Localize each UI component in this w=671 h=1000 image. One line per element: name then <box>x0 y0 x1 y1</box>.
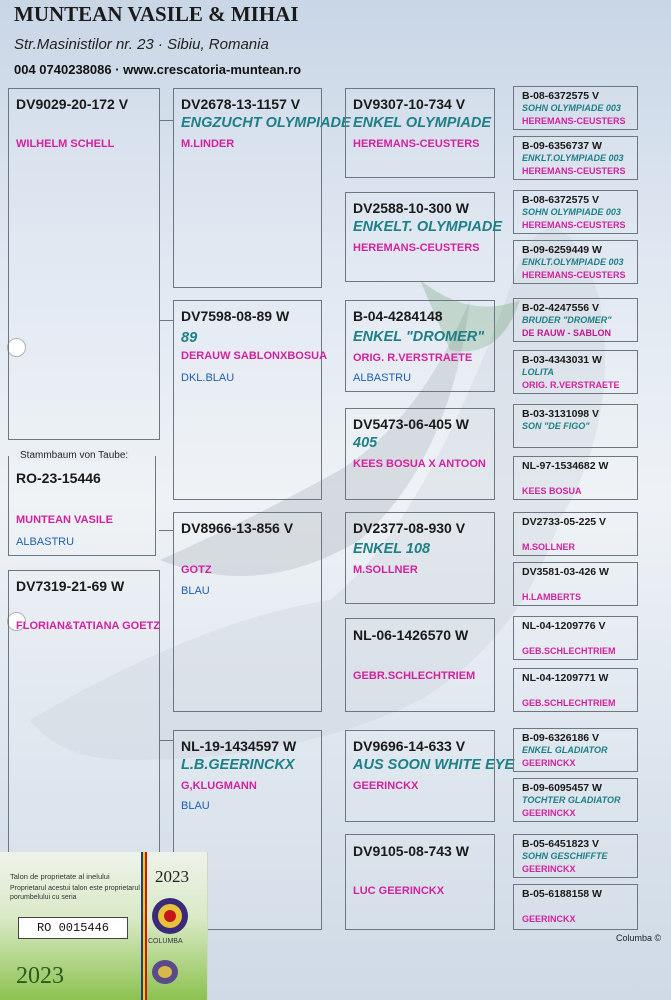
gen4-ring: B-09-6259449 W <box>522 244 602 256</box>
gen4-box[interactable] <box>513 404 638 448</box>
gen4-ring: NL-04-1209771 W <box>522 672 609 684</box>
gen3-box[interactable] <box>345 834 495 930</box>
gen4-owner: ORIG. R.VERSTRAETE <box>522 380 620 390</box>
gen3-box[interactable] <box>345 408 495 500</box>
columba-logo-icon <box>150 896 190 936</box>
gen4-name: ENKLT.OLYMPIADE 003 <box>522 153 624 163</box>
sire-ring: DV9029-20-172 V <box>16 96 129 112</box>
ring-ownership-card <box>0 852 208 1000</box>
gen4-ring: B-05-6188158 W <box>522 888 602 900</box>
gen2-name: L.B.GEERINCKX <box>181 757 295 773</box>
gen3-box[interactable] <box>345 512 495 604</box>
gen4-box[interactable] <box>513 136 638 180</box>
gen4-owner: DE RAUW - SABLON <box>522 328 611 338</box>
gen4-box[interactable] <box>513 190 638 234</box>
gen4-name: TOCHTER GLADIATOR <box>522 795 621 805</box>
gen3-name: AUS SOON WHITE EYE <box>353 757 515 773</box>
gen3-ring: DV9105-08-743 W <box>353 843 469 859</box>
sire-box[interactable] <box>8 88 160 440</box>
gen4-ring: B-08-6372575 V <box>522 90 600 102</box>
gen2-name: 89 <box>181 330 198 346</box>
connector-line <box>159 320 173 321</box>
gen2-owner: DERAUW SABLONXBOSUA <box>181 350 328 362</box>
gen3-ring: DV5473-06-405 W <box>353 416 469 432</box>
gen4-ring: B-02-4247556 V <box>522 302 600 314</box>
gen4-ring: NL-97-1534682 W <box>522 460 609 472</box>
gen4-owner: HEREMANS-CEUSTERS <box>522 116 626 126</box>
gen2-ring: DV2678-13-1157 V <box>181 96 301 112</box>
gen3-owner: ORIG. R.VERSTRAETE <box>353 352 473 364</box>
gen2-owner: GOTZ <box>181 564 212 576</box>
gen4-name: SOHN OLYMPIADE 003 <box>522 103 621 113</box>
gen2-ring: NL-19-1434597 W <box>181 738 297 754</box>
gen4-ring: NL-04-1209776 V <box>522 620 606 632</box>
gen3-box[interactable] <box>345 88 495 178</box>
gen3-name: ENKEL OLYMPIADE <box>353 115 492 131</box>
gen4-owner: GEERINCKX <box>522 808 576 818</box>
gen2-color: BLAU <box>181 800 210 812</box>
subject-owner: MUNTEAN VASILE <box>16 514 113 526</box>
ring-card-text <box>10 872 140 902</box>
breeder-title: MUNTEAN VASILE & MIHAI <box>14 2 299 26</box>
connector-line <box>159 530 173 531</box>
gen2-ring: DV7598-08-89 W <box>181 308 290 324</box>
gen3-ring: DV9696-14-633 V <box>353 738 466 754</box>
gen3-ring: DV9307-10-734 V <box>353 96 466 112</box>
gen3-name: ENKELT. OLYMPIADE <box>353 219 503 235</box>
gen3-owner: GEERINCKX <box>353 780 419 792</box>
gen4-owner: GEB.SCHLECHTRIEM <box>522 698 616 708</box>
subject-box[interactable] <box>8 456 156 556</box>
gen4-name: ENKEL GLADIATOR <box>522 745 608 755</box>
stammbaum-label: Stammbaum von Taube: <box>20 450 129 461</box>
gen3-box[interactable] <box>345 730 515 822</box>
gen2-box[interactable] <box>173 512 322 712</box>
gen4-name: SOHN GESCHIFFTE <box>522 851 608 861</box>
ring-number: RO 0015446 <box>18 917 128 939</box>
gen4-owner: GEERINCKX <box>522 914 576 924</box>
romanian-flag-stripe <box>141 852 147 1000</box>
connector-line <box>159 120 173 121</box>
gen4-box[interactable] <box>513 240 638 284</box>
gen4-ring: DV2733-05-225 V <box>522 516 607 528</box>
gen3-box[interactable] <box>345 192 503 282</box>
gen2-box[interactable] <box>173 300 328 500</box>
gen3-ring: DV2588-10-300 W <box>353 200 469 216</box>
gen2-color: DKL.BLAU <box>181 372 235 384</box>
gen3-owner: LUC GEERINCKX <box>353 885 445 897</box>
gen4-box[interactable] <box>513 562 638 606</box>
gen3-ring: B-04-4284148 <box>353 308 443 324</box>
ring-card-body: Proprietarul acestui talon este proprietarul porumbelului cu seria <box>10 885 140 901</box>
gen4-name: ENKLT.OLYMPIADE 003 <box>522 257 624 267</box>
gen3-owner: M.SOLLNER <box>353 564 418 576</box>
gen3-color: ALBASTRU <box>353 372 412 384</box>
gen4-box[interactable] <box>513 86 638 130</box>
breeder-contact: 004 0740238086 · www.crescatoria-muntean.ro <box>14 62 302 77</box>
gen4-ring: B-05-6451823 V <box>522 838 600 850</box>
gen3-name: ENKEL 108 <box>353 541 431 557</box>
gen3-name: ENKEL "DROMER" <box>353 329 485 345</box>
breeder-address: Str.Masinistilor nr. 23 · Sibiu, Romania <box>14 36 269 53</box>
ring-card-year: 2023 <box>155 867 189 886</box>
gen3-name: 405 <box>353 435 378 451</box>
gen4-ring: DV3581-03-426 W <box>522 566 609 578</box>
gen4-ring: B-09-6095457 W <box>522 782 602 794</box>
gen4-owner: M.SOLLNER <box>522 542 575 552</box>
ring-card-big-year: 2023 <box>16 963 64 989</box>
gen4-ring: B-03-3131098 V <box>522 408 600 420</box>
gen3-ring: DV2377-08-930 V <box>353 520 466 536</box>
gen4-box[interactable] <box>513 512 638 556</box>
gen4-ring: B-09-6356737 W <box>522 140 602 152</box>
gen4-owner: GEERINCKX <box>522 758 576 768</box>
gen3-owner: HEREMANS-CEUSTERS <box>353 242 480 254</box>
gen2-name: ENGZUCHT OLYMPIADE <box>181 115 351 131</box>
gen4-name: LOLITA <box>522 367 554 377</box>
gen3-owner: HEREMANS-CEUSTERS <box>353 138 480 150</box>
gen2-owner: G,KLUGMANN <box>181 780 257 792</box>
gen2-owner: M.LINDER <box>181 138 235 150</box>
dam-ring: DV7319-21-69 W <box>16 578 125 594</box>
gen3-box[interactable] <box>345 300 495 392</box>
columba-brand: COLUMBA <box>148 938 183 945</box>
gen2-ring: DV8966-13-856 V <box>181 520 294 536</box>
gen3-box[interactable] <box>345 618 495 712</box>
gen4-box[interactable] <box>513 668 638 712</box>
dam-owner: FLORIAN&TATIANA GOETZ <box>16 620 160 632</box>
gen3-ring: NL-06-1426570 W <box>353 627 469 643</box>
gen3-owner: GEBR.SCHLECHTRIEM <box>353 670 476 682</box>
gen4-owner: GEB.SCHLECHTRIEM <box>522 646 616 656</box>
federation-emblem-icon <box>150 958 180 986</box>
gen4-name: SOHN OLYMPIADE 003 <box>522 207 621 217</box>
sire-owner: WILHELM SCHELL <box>16 138 115 150</box>
subject-ring: RO-23-15446 <box>16 470 101 486</box>
gen4-box[interactable] <box>513 884 638 930</box>
subject-color: ALBASTRU <box>16 536 75 548</box>
gen4-name: BRUDER "DROMER" <box>522 315 612 325</box>
gen4-box[interactable] <box>513 456 638 500</box>
ring-card-heading: Talon de proprietate al inelului <box>10 872 110 881</box>
gen4-ring: B-03-4343031 W <box>522 354 602 366</box>
gen2-box[interactable] <box>173 88 351 288</box>
gen4-ring: B-08-6372575 V <box>522 194 600 206</box>
gen4-owner: KEES BOSUA <box>522 486 582 496</box>
gen4-box[interactable] <box>513 298 638 342</box>
gen4-owner: GEERINCKX <box>522 864 576 874</box>
connector-line <box>159 740 173 741</box>
gen4-box[interactable] <box>513 834 638 878</box>
gen4-owner: H.LAMBERTS <box>522 592 581 602</box>
copyright-note: Columba © <box>616 933 662 943</box>
gen4-box[interactable] <box>513 778 638 822</box>
gen4-owner: HEREMANS-CEUSTERS <box>522 220 626 230</box>
gen4-box[interactable] <box>513 616 638 660</box>
gen4-ring: B-09-6326186 V <box>522 732 600 744</box>
gen4-owner: HEREMANS-CEUSTERS <box>522 166 626 176</box>
gen4-box[interactable] <box>513 728 638 772</box>
gen4-name: SON "DE FIGO" <box>522 421 590 431</box>
gen3-owner: KEES BOSUA X ANTOON <box>353 458 486 470</box>
gen4-owner: HEREMANS-CEUSTERS <box>522 270 626 280</box>
gen2-color: BLAU <box>181 585 210 597</box>
gen4-box[interactable] <box>513 350 638 394</box>
